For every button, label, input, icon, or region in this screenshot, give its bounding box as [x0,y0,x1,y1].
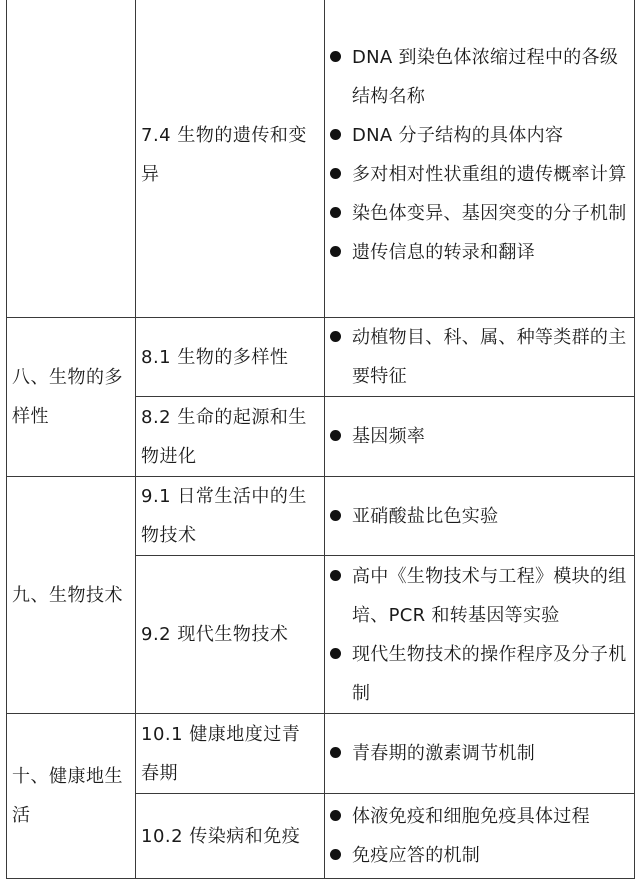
list-item: 动植物目、科、属、种等类群的主要特征 [330,318,628,396]
bullet-icon [330,246,341,257]
bullet-icon [330,129,341,140]
bullet-icon [330,207,341,218]
table-row [7,714,635,794]
subtopic-cell: 8.2 生命的起源和生物进化 [136,397,325,477]
bullet-icon [330,810,341,821]
list-item: 高中《生物技术与工程》模块的组培、PCR 和转基因等实验 [330,557,628,635]
subtopic-cell: 10.1 健康地度过青春期 [136,714,325,794]
subtopic-cell: 9.2 现代生物技术 [136,556,325,714]
content-cell [325,477,635,556]
bullet-icon [330,648,341,659]
table-row [7,0,635,318]
list-item: DNA 分子结构的具体内容 [330,116,628,155]
list-item: 体液免疫和细胞免疫具体过程 [330,797,628,836]
list-item: 亚硝酸盐比色实验 [330,497,628,536]
list-item: DNA 到染色体浓缩过程中的各级结构名称 [330,38,628,116]
subtopic-cell: 9.1 日常生活中的生物技术 [136,477,325,556]
content-cell [325,397,635,477]
content-cell [325,794,635,879]
topic-cell [7,0,136,318]
syllabus-table [6,0,635,879]
bullet-icon [330,849,341,860]
topic-cell: 十、健康地生活 [7,714,136,879]
content-cell [325,714,635,794]
list-item: 基因频率 [330,417,628,456]
bullet-icon [330,747,341,758]
subtopic-cell: 10.2 传染病和免疫 [136,794,325,879]
table-row [7,318,635,397]
subtopic-cell: 7.4 生物的遗传和变异 [136,0,325,318]
bullet-icon [330,430,341,441]
list-item: 青春期的激素调节机制 [330,734,628,773]
content-cell [325,556,635,714]
bullet-icon [330,510,341,521]
list-item: 免疫应答的机制 [330,836,628,875]
bullet-icon [330,168,341,179]
content-cell [325,0,635,318]
bullet-icon [330,331,341,342]
list-item: 现代生物技术的操作程序及分子机制 [330,635,628,713]
bullet-icon [330,51,341,62]
table-row [7,477,635,556]
list-item: 染色体变异、基因突变的分子机制 [330,194,628,233]
list-item: 遗传信息的转录和翻译 [330,233,628,272]
topic-cell: 九、生物技术 [7,477,136,714]
content-cell [325,318,635,397]
bullet-icon [330,570,341,581]
topic-cell: 八、生物的多样性 [7,318,136,477]
subtopic-cell: 8.1 生物的多样性 [136,318,325,397]
list-item: 多对相对性状重组的遗传概率计算 [330,155,628,194]
